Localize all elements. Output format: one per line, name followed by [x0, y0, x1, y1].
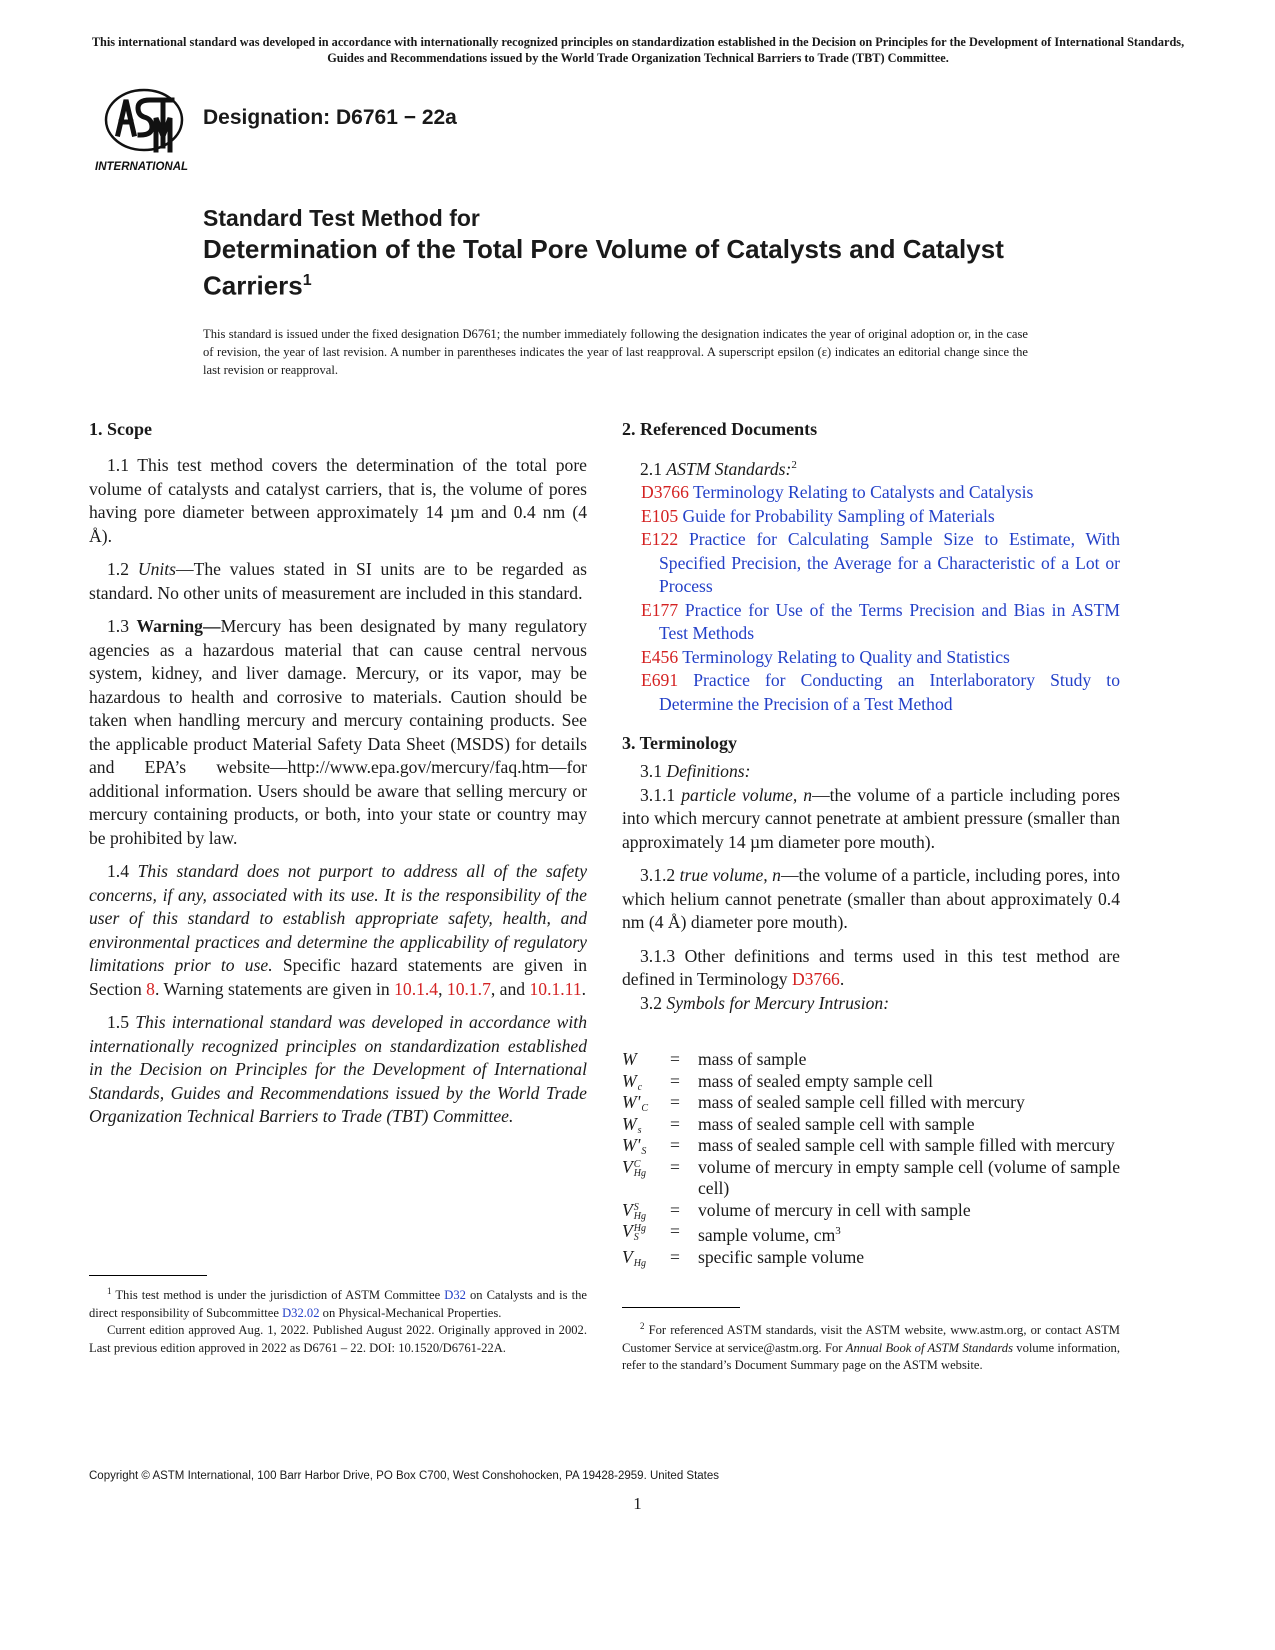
symbol-description	[698, 1247, 1120, 1269]
symbol	[622, 1247, 670, 1269]
para-italic: Definitions:	[666, 761, 751, 782]
ref-title[interactable]: Practice for Conducting an Interlaboratory Study to Determine the Precision of a Test Method	[659, 670, 1120, 714]
ref-code[interactable]: E177	[641, 599, 679, 620]
reference-list	[622, 481, 1120, 716]
ref-title[interactable]: Guide for Probability Sampling of Materials	[678, 505, 995, 526]
equals: =	[670, 1070, 680, 1091]
term-3-1-3	[622, 945, 1120, 992]
term-name: true volume, n	[679, 865, 781, 886]
copyright: Copyright © ASTM International, 100 Barr Harbor Drive, PO Box C700, West Conshohocken, PA 19428-2959. United States	[89, 1470, 720, 1482]
scope-1-5	[89, 1011, 587, 1129]
reference-item[interactable]	[622, 528, 1120, 599]
refdocs-2-1	[622, 454, 1120, 481]
title-footnote-mark: 1	[302, 272, 312, 289]
scope-1-1: 1.1 This test method covers the determination of the total pore volume of catalysts and catalyst carriers, that is, the volume of pores having pore diameter between approximately 14 µm and 0.4 nm (4 Å).	[89, 455, 587, 546]
symbol-sub: Hg	[633, 1257, 646, 1269]
symbol-row	[622, 1200, 1120, 1222]
link-10-1-4[interactable]: 10.1.4	[394, 978, 439, 999]
symbol	[622, 1157, 670, 1200]
para-num: 1.4	[107, 861, 138, 881]
para-num: 3.1.2	[640, 865, 680, 886]
designation: Designation: D6761 − 22a	[203, 106, 457, 129]
symbol	[622, 1049, 670, 1071]
symbol	[622, 1200, 670, 1222]
footnote-text: This test method is under the jurisdiction of ASTM Committee	[111, 1288, 445, 1303]
symbol-description	[698, 1092, 1120, 1114]
equals: =	[670, 1135, 680, 1156]
symbol-row	[622, 1114, 1120, 1136]
ref-title[interactable]: Terminology Relating to Quality and Statistics	[678, 646, 1010, 667]
ref-code[interactable]: E105	[641, 505, 679, 526]
scope-1-2	[89, 558, 587, 605]
description-text: mass of sample	[698, 1049, 807, 1070]
symbol-sup: S	[633, 1201, 639, 1213]
para-italic: ASTM Standards:	[666, 458, 792, 479]
unit-exponent: 3	[835, 1225, 841, 1238]
symbol-row	[622, 1049, 1120, 1071]
footnote-text: on Physical-Mechanical Properties.	[319, 1305, 502, 1320]
para-text: Mercury has been designated by many regulatory agencies as a hazardous material that can cause central nervous system, kidney, and liver damage. Mercury, or its vapor, may be hazardous to health and corrosive to materials. Caution should be taken when handling mercury and mercury containing products. See the applicable product Material Safety Data Sheet (MSDS) for details and EPA’s website—http://www.epa.gov/mercury/faq.htm—for additional information. Users should be aware that selling mercury or mercury containing products, or both, into your state or country may be prohibited by law.	[89, 616, 587, 848]
symbol-base: W	[622, 1113, 637, 1134]
para-num: 1.2	[107, 559, 138, 579]
footnote-1	[89, 1283, 587, 1358]
description-text: mass of sealed sample cell with sample filled with mercury	[698, 1135, 1115, 1156]
footnote-2	[622, 1318, 1120, 1375]
equals: =	[670, 1221, 680, 1242]
section-refdocs-heading: 2. Referenced Documents	[622, 419, 818, 439]
scope-1-3	[89, 615, 587, 850]
para-num: 3.1	[640, 761, 667, 782]
symbol-description	[698, 1157, 1120, 1200]
equals: =	[670, 1049, 680, 1070]
ref-title[interactable]: Terminology Relating to Catalysts and Catalysis	[688, 482, 1034, 503]
description-text: mass of sealed sample cell with sample	[698, 1113, 975, 1134]
symbol-base: W	[622, 1049, 637, 1070]
para-text: , and	[490, 978, 530, 999]
reference-item[interactable]	[622, 599, 1120, 646]
equals: =	[670, 1199, 680, 1220]
symbol-row	[622, 1135, 1120, 1157]
symbol-row	[622, 1157, 1120, 1200]
issue-note: This standard is issued under the fixed designation D6761; the number immediately following the designation indicates the year of original adoption or, in the case of revision, the year of last revision. A number in parentheses indicates the year of last reapproval. A superscript epsilon (ε) indicates an editorial change since the last revision or reapproval.	[203, 327, 1028, 377]
scope-1-4	[89, 860, 587, 1001]
symbol-base: W'	[622, 1135, 641, 1156]
para-num: 1.5	[107, 1012, 136, 1032]
para-italic: This standard does not purport to address all of the safety concerns, if any, associated with its use. It is the responsibility of the user of this standard to establish appropriate safety, health, and environmental practices and determine the applicability of regulatory limitations prior to use.	[89, 861, 588, 975]
symbol-sub: Hg	[633, 1210, 646, 1222]
equals: =	[670, 1246, 680, 1267]
page-number: 1	[633, 1494, 642, 1513]
footnote-rule-left	[89, 1275, 207, 1276]
right-column	[622, 418, 1120, 1268]
logo-text: INTERNATIONAL	[95, 161, 189, 173]
page-title	[203, 233, 1023, 302]
symbol-base: V	[622, 1246, 633, 1267]
para-num: 3.1.1	[640, 784, 682, 805]
symbol-row	[622, 1071, 1120, 1093]
symbol	[622, 1221, 670, 1246]
footnote-italic: Annual Book of ASTM Standards	[845, 1340, 1013, 1355]
symbol-scripts	[638, 1074, 642, 1092]
reference-item[interactable]	[622, 669, 1120, 716]
para-num: 3.2	[640, 992, 667, 1013]
footnote-rule-right	[622, 1307, 740, 1308]
symbol-description	[698, 1114, 1120, 1136]
symbol-sup: Hg	[633, 1223, 646, 1235]
symbol-scripts	[634, 1160, 646, 1178]
term-name: particle volume, n	[681, 784, 813, 805]
symbol-sub: C	[641, 1103, 649, 1115]
footnote-mark: 2	[791, 459, 797, 471]
symbol-base: W'	[622, 1092, 641, 1113]
footnote-1-para	[89, 1283, 587, 1322]
left-column	[89, 418, 587, 1139]
description-text: volume of mercury in cell with sample	[698, 1199, 971, 1220]
symbol-sub: c	[637, 1081, 643, 1093]
title-line1: Standard Test Method for	[203, 205, 480, 231]
para-text: .	[581, 978, 587, 999]
symbol-sup: C	[633, 1158, 641, 1170]
description-text: sample volume, cm	[698, 1225, 836, 1246]
link-10-1-7[interactable]: 10.1.7	[446, 978, 491, 999]
para-text: 3.1.3 Other definitions and terms used in this test method are defined in Terminology	[622, 945, 1120, 990]
term-3-2	[622, 992, 1120, 1016]
symbol-sub: S	[641, 1146, 647, 1158]
symbol-scripts	[641, 1138, 646, 1156]
symbol-row	[622, 1221, 1120, 1246]
para-italic: Units	[137, 559, 176, 579]
description-text: volume of mercury in empty sample cell (volume of sample cell)	[698, 1156, 1120, 1199]
description-text: mass of sealed empty sample cell	[698, 1070, 933, 1091]
ref-title[interactable]: Practice for Calculating Sample Size to Estimate, With Specified Precision, the Average for a Characteristic of a Lot or Process	[659, 529, 1120, 597]
para-text: —the volume of a particle including pores into which mercury cannot penetrate at ambient pressure (smaller than approximately 14 µm diameter pore mouth).	[622, 784, 1121, 852]
symbol-base: W	[622, 1070, 637, 1091]
footnote-1-edition: Current edition approved Aug. 1, 2022. Published August 2022. Originally approved in 2002. Last previous edition approved in 2022 as D6761 – 22. DOI: 10.1520/D6761-22A.	[89, 1323, 587, 1355]
symbol	[622, 1071, 670, 1093]
footnote-mark: 1	[107, 1286, 112, 1296]
standards-notice: This international standard was developed in accordance with internationally recognized principles on standardization established in the Decision on Principles for the Development of International Standards, Guides and Recommendations issued by the World Trade Organization Technical Barriers to Trade (TBT) Committee.	[91, 35, 1185, 65]
para-italic: This international standard was developed in accordance with internationally recognized principles on standardization established in the Decision on Principles for the Development of International Standards, Guides and Recommendations issued by the World Trade Organization Technical Barriers to Trade (TBT) Committee.	[89, 1012, 587, 1126]
footnote-text: For referenced ASTM standards, visit the ASTM website, www.astm.org, or contact ASTM Customer Service at service@astm.org. For	[622, 1323, 1120, 1355]
symbol-base: V	[622, 1221, 633, 1242]
symbol-sub: S	[633, 1232, 639, 1244]
ref-title[interactable]: Practice for Use of the Terms Precision and Bias in ASTM Test Methods	[659, 599, 1120, 644]
para-text: .	[839, 969, 845, 990]
symbol-description	[698, 1049, 1120, 1071]
para-text: ,	[438, 978, 447, 999]
warning-label: Warning—	[136, 616, 221, 636]
logo-letters	[118, 100, 172, 150]
link-10-1-11[interactable]: 10.1.11	[529, 978, 582, 999]
symbol	[622, 1114, 670, 1136]
para-text: . Warning statements are given in	[154, 978, 395, 999]
symbol-scripts	[634, 1250, 646, 1268]
para-text: Specific hazard statements are given in Section	[89, 955, 587, 999]
para-italic: Symbols for Mercury Intrusion:	[666, 992, 890, 1013]
footnote-text: volume information, refer to the standard’s Document Summary page on the ASTM website.	[622, 1340, 1120, 1373]
equals: =	[670, 1156, 680, 1177]
link-d3766[interactable]: D3766	[791, 969, 840, 990]
term-3-1	[622, 760, 1120, 784]
symbol-scripts	[634, 1224, 646, 1242]
symbol-scripts	[641, 1095, 648, 1113]
para-num: 2.1	[640, 458, 667, 479]
reference-item[interactable]	[622, 481, 1120, 505]
para-text: —The values stated in SI units are to be regarded as standard. No other units of measurement are included in this standard.	[89, 559, 588, 603]
title-line2: Determination of the Total Pore Volume of Catalysts and Catalyst Carriers	[203, 234, 1004, 301]
description-text: specific sample volume	[698, 1246, 865, 1267]
symbol-row	[622, 1247, 1120, 1269]
symbol-base: V	[622, 1199, 633, 1220]
symbol-description	[698, 1071, 1120, 1093]
ref-code[interactable]: E456	[641, 646, 679, 667]
link-d32[interactable]: D32	[444, 1288, 466, 1303]
symbol-description	[698, 1221, 1120, 1246]
footnote-2-para	[622, 1318, 1120, 1375]
symbol	[622, 1092, 670, 1114]
symbol-row	[622, 1092, 1120, 1114]
description-text: mass of sealed sample cell filled with mercury	[698, 1092, 1025, 1113]
symbols-table	[622, 1049, 1120, 1268]
symbol-scripts	[638, 1117, 642, 1135]
equals: =	[670, 1113, 680, 1134]
reference-item[interactable]	[622, 505, 1120, 529]
section-scope-heading: 1. Scope	[89, 419, 152, 439]
symbol-description	[698, 1200, 1120, 1222]
ref-code[interactable]: E691	[641, 670, 679, 691]
symbol-sub: s	[637, 1124, 642, 1136]
para-text: —the volume of a particle, including pores, into which helium cannot penetrate (smaller than about approximately 0.4 nm (4 Å) diameter pore mouth).	[622, 865, 1120, 933]
symbol-sub: Hg	[633, 1167, 646, 1179]
footnote-mark: 2	[640, 1321, 645, 1331]
link-d32-02[interactable]: D32.02	[282, 1305, 320, 1320]
reference-item[interactable]	[622, 646, 1120, 670]
astm-logo	[92, 84, 192, 174]
term-3-1-1	[622, 784, 1120, 855]
symbol	[622, 1135, 670, 1157]
footnote-text: on Catalysts and is the direct responsibility of Subcommittee	[89, 1288, 588, 1320]
term-3-1-2	[622, 864, 1120, 935]
ref-code[interactable]: D3766	[641, 482, 689, 503]
symbol-base: V	[622, 1156, 633, 1177]
symbol-description	[698, 1135, 1120, 1157]
symbol-scripts	[634, 1203, 646, 1221]
ref-code[interactable]: E122	[641, 529, 679, 550]
equals: =	[670, 1092, 680, 1113]
para-num: 1.3	[107, 616, 137, 636]
link-section-8[interactable]: 8	[146, 978, 155, 999]
section-terminology-heading: 3. Terminology	[622, 733, 738, 754]
